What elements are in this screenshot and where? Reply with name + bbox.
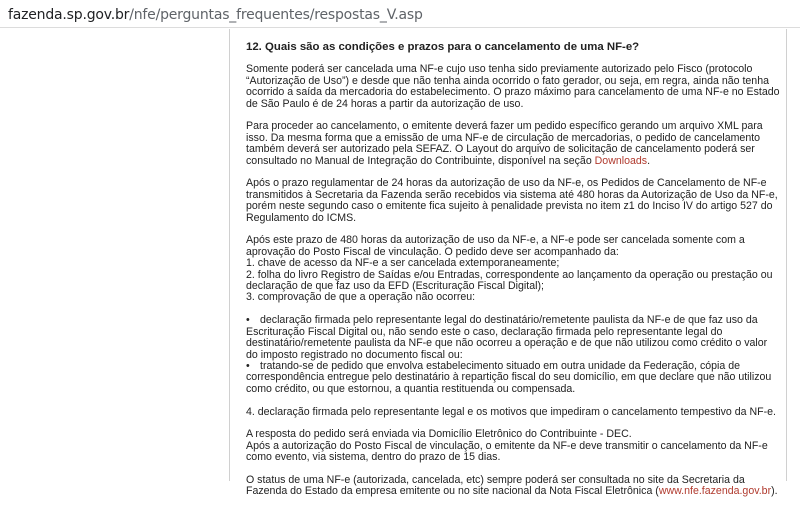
bullet-item-1-text: declaração firmada pelo representante legal do destinatário/remetente paulista da NF-e de que faz uso da Escrituração Fiscal Digital ou, não sendo este o caso, declaração firmada pelo representante legal do destinatário/remetente paulista da NF-e que não ocorreu a operação e de que não utilizou como crédito o valor do imposto registrado no documento fiscal ou: xyxy=(246,314,768,361)
faq-answer xyxy=(246,42,781,509)
bullet-list xyxy=(246,315,781,395)
bullet-item-2-text: tratando-se de pedido que envolva estabelecimento situado em outra unidade da Federação, cópia de correspondência entregue pelo destinatário à repartição fiscal do seu domicílio, em que declare que não utilizou como crédito, ou que estornou, a quantia restituenda ou compensada. xyxy=(246,359,772,395)
paragraph-3: Após o prazo regulamentar de 24 horas da autorização de uso da NF-e, os Pedidos de Cancelamento de NF-e transmitidos à Secretaria da Fazenda serão recebidos via sistema até 480 horas da Autorização de Uso da NF-e, porém neste segundo caso o emitente fica sujeito à penalidade prevista no item z1 do Inciso IV do artigo 527 do Regulamento do ICMS. xyxy=(246,177,778,224)
paragraph-4 xyxy=(246,235,781,303)
question-title: 12. Quais são as condições e prazos para o cancelamento de uma NF-e? xyxy=(246,41,640,53)
paragraph-2 xyxy=(246,121,781,167)
requirement-item-2: 2. folha do livro Registro de Saídas e/ou Entradas, correspondente ao lançamento da operação ou prestação ou declaração de que faz uso da EFD (Escrituração Fiscal Digital); xyxy=(246,268,773,293)
paragraph-6-line-1: A resposta do pedido será enviada via Domicílio Eletrônico do Contribuinte - DEC. xyxy=(246,428,632,441)
paragraph-2-end: . xyxy=(647,154,651,167)
paragraph-4-intro: Após este prazo de 480 horas da autorização de uso da NF-e, a NF-e pode ser cancelada somente com a aprovação do Posto Fiscal de vinculação. O pedido deve ser acompanhado da: xyxy=(246,234,745,258)
url-text[interactable] xyxy=(8,7,423,23)
paragraph-2-text: Para proceder ao cancelamento, o emitente deverá fazer um pedido específico gerando um arquivo XML para isso. Da mesma forma que a emissão de uma NF-e de circulação de mercadorias, o pedido de cancelamento também deverá ser autorizado pela SEFAZ. O Layout do arquivo de solicitação de cancelamento poderá ser consultado no Manual de Integração do Contribuinte, disponível na seção xyxy=(246,120,763,167)
paragraph-6-line-2: Após a autorização do Posto Fiscal de vinculação, o emitente da NF-e deve transmitir o cancelamento da NF-e como evento, via sistema, dentro do prazo de 15 dias. xyxy=(246,439,768,464)
bullet-icon: • xyxy=(246,359,250,372)
url-host: fazenda.sp.gov.br xyxy=(8,7,130,23)
paragraph-5: 4. declaração firmada pelo representante legal e os motivos que impediram o cancelamento tempestivo da NF-e. xyxy=(246,405,776,418)
requirement-item-3: 3. comprovação de que a operação não ocorreu: xyxy=(246,291,476,304)
bullet-icon: • xyxy=(246,314,250,327)
paragraph-7-text: O status de uma NF-e (autorizada, cancelada, etc) sempre poderá ser consultada no site da Secretaria da Fazenda do Estado da empresa emitente ou no site nacional da Nota Fiscal Eletrônica ( xyxy=(246,473,745,498)
requirement-item-1: 1. chave de acesso da NF-e a ser cancelada extemporaneamente; xyxy=(246,257,560,270)
downloads-link[interactable]: Downloads xyxy=(594,154,648,167)
bullet-item-1 xyxy=(246,315,781,361)
paragraph-1: Somente poderá ser cancelada uma NF-e cujo uso tenha sido previamente autorizado pelo Fisco (protocolo “Autorização de Uso”) e desde que não tenha ainda ocorrido o fato gerador, ou seja, em regra, ainda não tenha ocorrido a saída da mercadoria do estabelecimento. O prazo máximo para cancelamento de uma NF-e no Estado de São Paulo é de 24 horas a partir da autorização de uso. xyxy=(246,63,780,110)
address-bar[interactable] xyxy=(0,0,800,28)
paragraph-6 xyxy=(246,429,781,463)
url-path: /nfe/perguntas_frequentes/respostas_V.asp xyxy=(129,7,423,23)
paragraph-7-end: ). xyxy=(771,485,778,498)
nfe-portal-link[interactable]: www.nfe.fazenda.gov.br xyxy=(658,485,772,498)
bullet-item-2 xyxy=(246,361,781,395)
paragraph-7 xyxy=(246,475,781,498)
